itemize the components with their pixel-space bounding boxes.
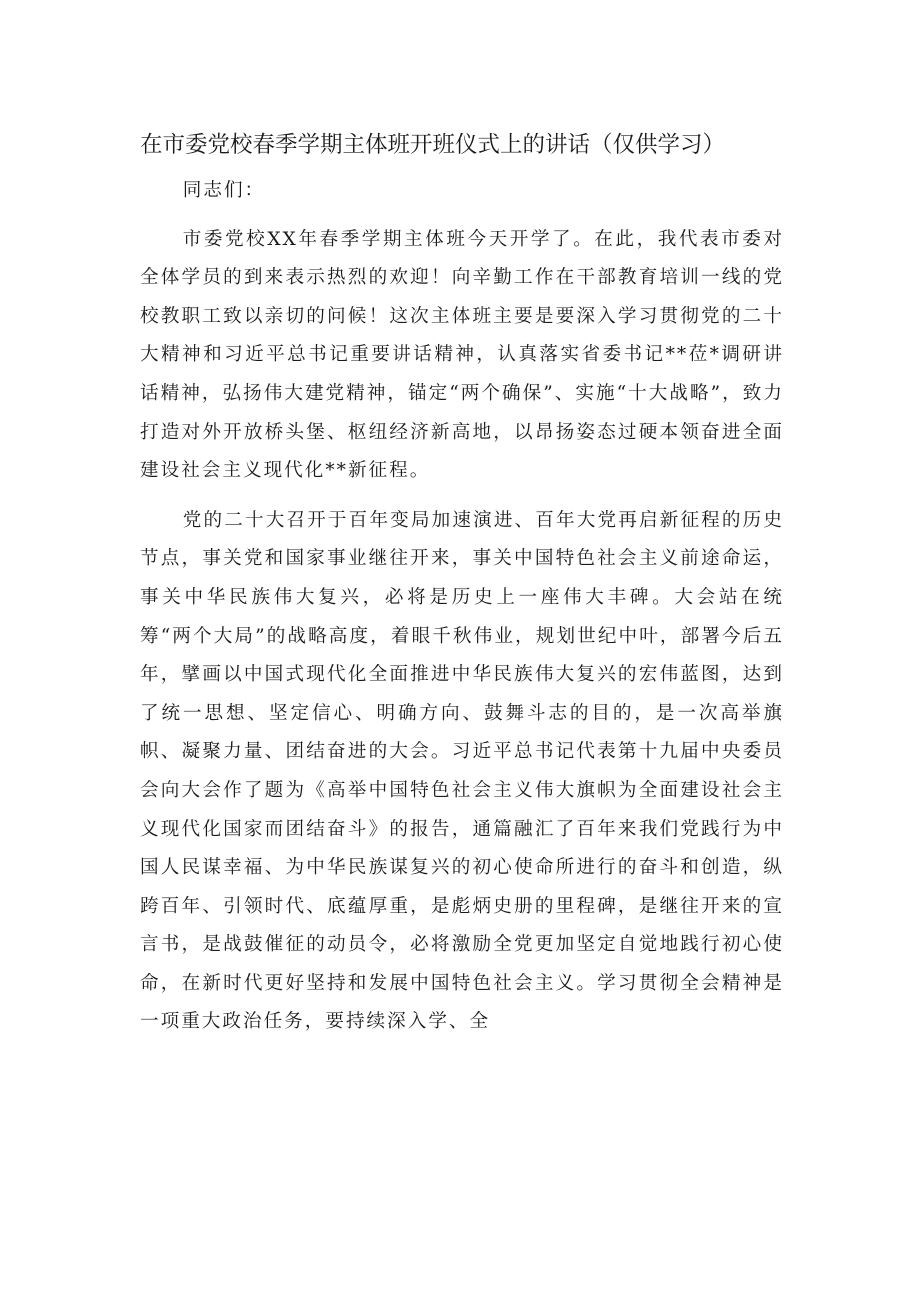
paragraph-1: 市委党校XX年春季学期主体班今天开学了。在此，我代表市委对全体学员的到来表示热烈的欢迎！向辛勤工作在干部教育培训一线的党校教职工致以亲切的问候！这次主体班主要是要深入学习贯彻党的二十大精神和习近平总书记重要讲话精神，认真落实省委书记**莅*调研讲话精神，弘扬伟大建党精神，锚定“两个确保”、实施“十大战略”，致力打造对外开放桥头堡、枢纽经济新高地，以昂扬姿态过硬本领奋进全面建设社会主义现代化**新征程。 [140, 228, 784, 482]
salutation: 同志们： [182, 180, 266, 201]
document-body [140, 172, 784, 1042]
document-title: 在市委党校春季学期主体班开班仪式上的讲话（仅供学习） [140, 132, 726, 158]
paragraph-2: 党的二十大召开于百年变局加速演进、百年大党再启新征程的历史节点，事关党和国家事业继往开来，事关中国特色社会主义前途命运，事关中华民族伟大复兴，必将是历史上一座伟大丰碑。大会站在统筹“两个大局”的战略高度，着眼千秋伟业，规划世纪中叶，部署今后五年，擘画以中国式现代化全面推进中华民族伟大复兴的宏伟蓝图，达到了统一思想、坚定信心、明确方向、鼓舞斗志的目的，是一次高举旗帜、凝聚力量、团结奋进的大会。习近平总书记代表第十九届中央委员会向大会作了题为《高举中国特色社会主义伟大旗帜为全面建设社会主义现代化国家而团结奋斗》的报告，通篇融汇了百年来我们党践行为中国人民谋幸福、为中华民族谋复兴的初心使命所进行的奋斗和创造，纵跨百年、引领时代、底蕴厚重，是彪炳史册的里程碑，是继往开来的宣言书，是战鼓催征的动员令，必将激励全党更加坚定自觉地践行初心使命，在新时代更好坚持和发展中国特色社会主义。学习贯彻全会精神是一项重大政治任务，要持续深入学、全 [140, 509, 784, 1033]
